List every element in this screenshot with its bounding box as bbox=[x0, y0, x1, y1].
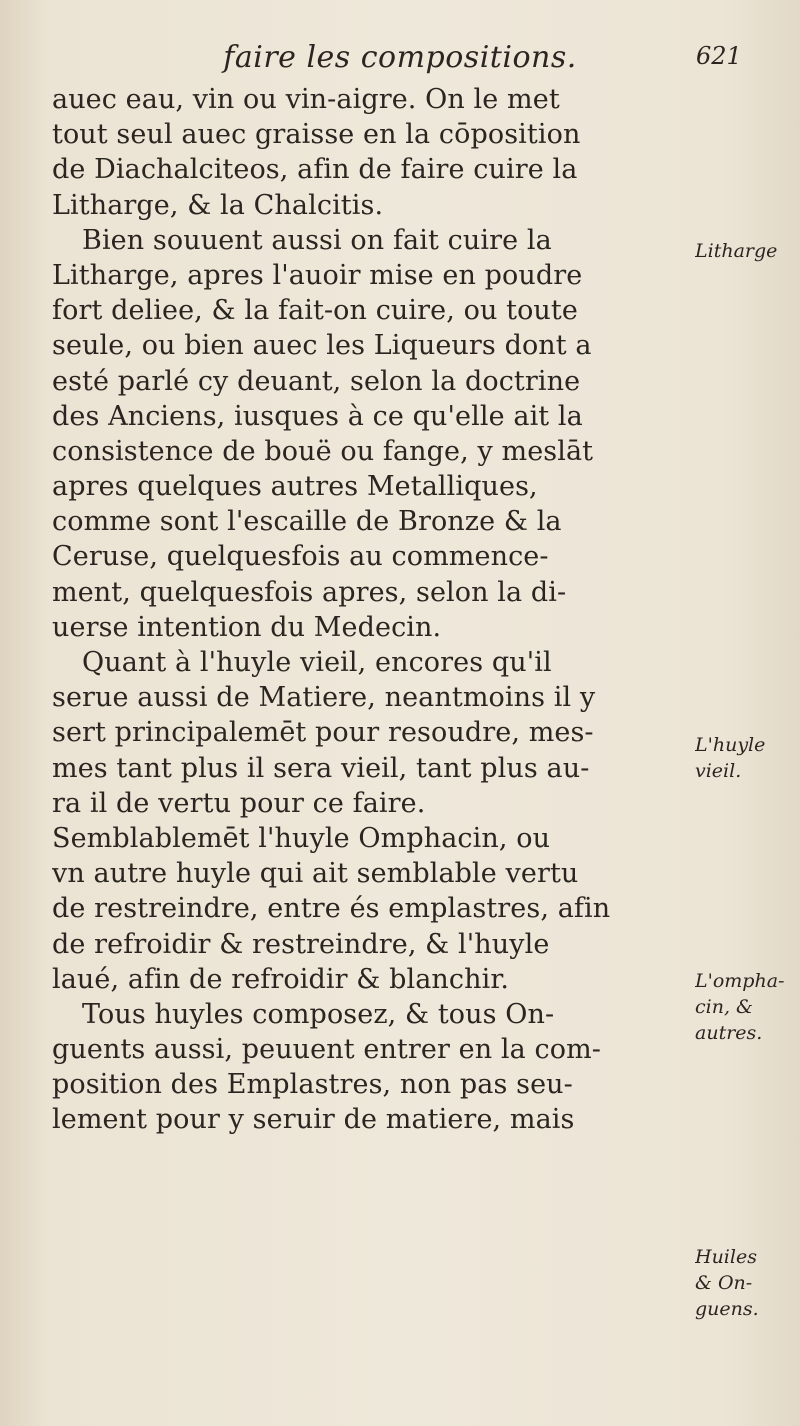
margin-note-line: autres. bbox=[695, 1022, 763, 1044]
margin-note-huyle-vieil bbox=[695, 732, 800, 784]
paragraph-start-line: Semblablemēt l'huyle Omphacin, ou bbox=[52, 822, 551, 854]
text-line: Litharge, apres l'auoir mise en poudre bbox=[52, 259, 583, 291]
text-line: lement pour y seruir de matiere, mais bbox=[52, 1104, 575, 1136]
text-line: tout seul auec graisse en la cōposition bbox=[52, 119, 581, 151]
text-line: comme sont l'escaille de Bronze & la bbox=[52, 506, 562, 538]
running-title: faire les compositions. bbox=[223, 40, 577, 75]
margin-note-line: L'ompha- bbox=[695, 970, 785, 992]
paragraph-start-line: Bien souuent aussi on fait cuire la bbox=[82, 224, 552, 256]
text-line: sert principalemēt pour resoudre, mes- bbox=[52, 717, 594, 749]
text-line: mes tant plus il sera vieil, tant plus au- bbox=[52, 752, 590, 784]
text-line: de restreindre, entre és emplastres, afin bbox=[52, 893, 611, 925]
margin-note-line: guens. bbox=[695, 1298, 759, 1320]
margin-note-line: vieil. bbox=[695, 760, 742, 782]
text-line: laué, afin de refroidir & blanchir. bbox=[52, 963, 510, 995]
text-line: vn autre huyle qui ait semblable vertu bbox=[52, 858, 579, 890]
text-line: serue aussi de Matiere, neantmoins il y bbox=[52, 682, 596, 714]
text-line: seule, ou bien auec les Liqueurs dont a bbox=[52, 330, 592, 362]
margin-note-line: Litharge bbox=[695, 240, 778, 262]
page-number: 621 bbox=[696, 42, 742, 70]
text-line: guents aussi, peuuent entrer en la com- bbox=[52, 1034, 602, 1066]
text-line: ment, quelquesfois apres, selon la di- bbox=[52, 576, 567, 608]
text-line: position des Emplastres, non pas seu- bbox=[52, 1069, 573, 1101]
text-line: Litharge, & la Chalcitis. bbox=[52, 189, 384, 221]
text-line: de refroidir & restreindre, & l'huyle bbox=[52, 928, 550, 960]
text-line: de Diachalciteos, afin de faire cuire la bbox=[52, 154, 578, 186]
text-line: consistence de bouë ou fange, y meslāt bbox=[52, 435, 594, 467]
text-line: apres quelques autres Metalliques, bbox=[52, 471, 538, 503]
text-line: esté parlé cy deuant, selon la doctrine bbox=[52, 365, 581, 397]
text-line: des Anciens, iusques à ce qu'elle ait la bbox=[52, 400, 583, 432]
text-line: ra il de vertu pour ce faire. bbox=[52, 787, 426, 819]
text-line: fort deliee, & la fait-on cuire, ou toute bbox=[52, 295, 578, 327]
margin-note-line: & On- bbox=[695, 1272, 753, 1294]
text-line: uerse intention du Medecin. bbox=[52, 611, 442, 643]
margin-note-omphacin bbox=[695, 968, 800, 1046]
margin-note-litharge bbox=[695, 238, 800, 264]
text-line: Ceruse, quelquesfois au commence- bbox=[52, 541, 549, 573]
margin-note-huiles-onguens bbox=[695, 1244, 800, 1322]
margin-note-line: cin, & bbox=[695, 996, 753, 1018]
text-line: auec eau, vin ou vin-aigre. On le met bbox=[52, 84, 560, 115]
margin-note-line: L'huyle bbox=[695, 734, 766, 756]
paragraph-start-line: Tous huyles composez, & tous On- bbox=[82, 998, 555, 1030]
margin-note-line: Huiles bbox=[695, 1246, 757, 1268]
paragraph-start-line: Quant à l'huyle vieil, encores qu'il bbox=[82, 647, 552, 678]
